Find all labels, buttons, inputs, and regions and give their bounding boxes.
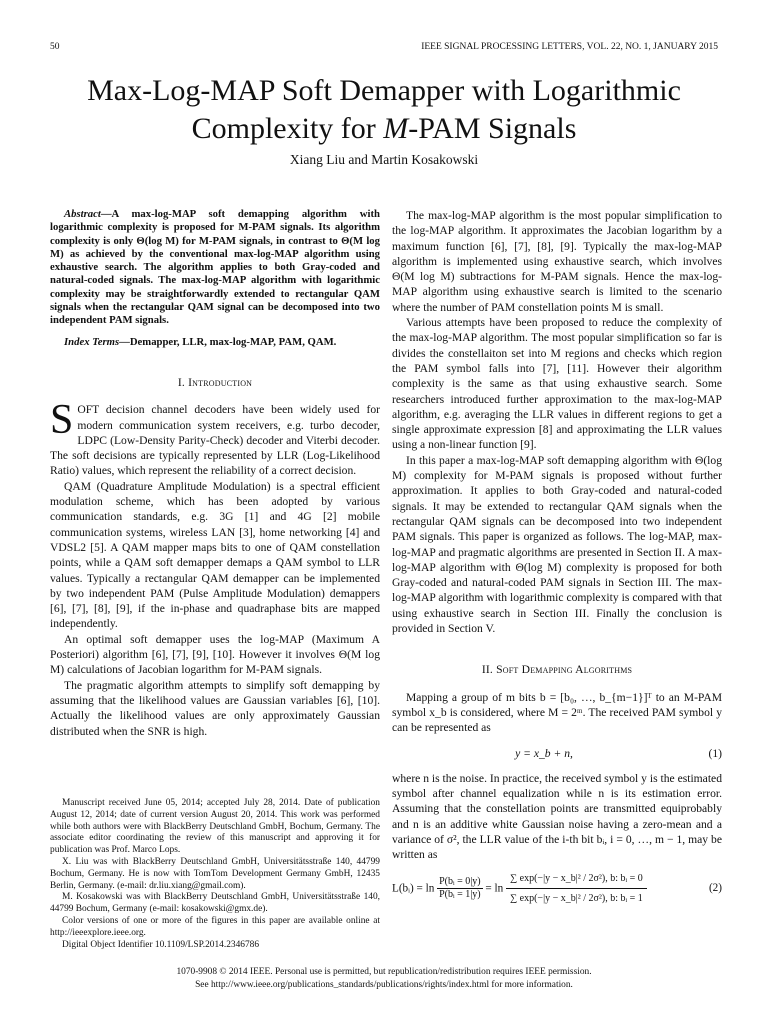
footnote-color: Color versions of one or more of the figures in this paper are available online at http://ieeexplore.ieee.org. (50, 915, 380, 938)
equation-2-fraction (437, 876, 483, 901)
intro-paragraph-4: The pragmatic algorithm attempts to simplify soft demapping by assuming that the likelihood values are Gaussian variables [6], [10]. Actually the likelihood values are only approximately Gaussian distributed when the SNR is high. (50, 678, 380, 738)
abstract (50, 208, 380, 328)
title-line-1: Max-Log-MAP Soft Demapper with Logarithmic (87, 74, 681, 107)
equation-2-sum-num: ∑ exp(−|y − x_b|² / 2σ²), b: bᵢ = 0 (506, 869, 647, 889)
index-terms-text: —Demapper, LLR, max-log-MAP, PAM, QAM. (119, 335, 337, 348)
footnote-manuscript: Manuscript received June 05, 2014; accepted July 28, 2014. Date of publication August 12, 2014; date of current version August 20, 2014. This work was performed while both authors were with BlackBerry Deutschland GmbH, Bochum, Germany. The associate editor coordinating the review of this manuscript and approving it for publication was Prof. Marco Lops. (50, 798, 380, 856)
section-2-number: II. (481, 663, 494, 677)
intro-paragraph-2: QAM (Quadrature Amplitude Modulation) is a spectral efficient modulation scheme, which has been adopted by various communication standards, e.g. 3G [1] and 4G [2] mobile communication systems, wireless LAN [3], home networking [4] and VDSL2 [5]. A QAM mapper maps bits to one of QAM constellation points, while a QAM soft demapper demaps a QAM symbol to LLR values. Typically a rectangular QAM demapper can be implemented by two independent PAM (Pulse Amplitude Modulation) demappers [6], [7], [8], [9], if the in-phase and quadraphase bits are mapped independently. (50, 479, 380, 631)
title-line-2 (40, 110, 728, 148)
right-paragraph-3: In this paper a max-log-MAP soft demapping algorithm with Θ(log M) complexity for M-PAM signals is proposed without further approximation. It applies to both Gray-coded and natural-coded signals. It may be extended to rectangular QAM signals when the rectangular QAM signals can be decomposed into two independent PAM signals. This paper is organized as follows. The log-MAP, max-log-MAP and pragmatic algorithms are presented in Section II. A max-log-MAP algorithm with Θ(log M) complexity is proposed for both Gray-coded and natural-coded PAM signals in Section III. The max-log-MAP algorithm with logarithmic complexity is compared with that using exhaustive search in Section III. Finally the conclusion is provided in Section V. (392, 453, 722, 636)
footnote-kosakowski: M. Kosakowski was with BlackBerry Deutschland GmbH, Universitätsstraße 140, 44799 Bochum, Germany (e-mail: kosakowski@gmx.de). (50, 892, 380, 915)
section-1-title: Introduction (188, 375, 253, 389)
footnotes (50, 798, 380, 951)
equation-2-frac-den: P(bᵢ = 1|y) (439, 888, 481, 900)
equation-1-number: (1) (708, 746, 722, 760)
section2-paragraph-1: Mapping a group of m bits b = [b₀, …, b_{m−1}]ᵀ to an M-PAM symbol x_b is considered, where M = 2ᵐ. The received PAM symbol y can be represented as (392, 690, 722, 735)
index-terms (50, 336, 380, 349)
right-column (392, 208, 722, 908)
intro-paragraph-3: An optimal soft demapper uses the log-MAP (Maximum A Posteriori) algorithm [6], [7], [9], [10]. However it involves Θ(M log M) calculations of Jacobian logarithm for M-PAM signals. (50, 632, 380, 677)
equation-2-sum-ratio (506, 869, 647, 909)
paper-title (40, 72, 728, 148)
title-math-m: M (383, 112, 409, 145)
equation-2 (392, 869, 722, 909)
drop-cap: S (50, 397, 74, 444)
page-number: 50 (50, 42, 60, 52)
footnote-doi: Digital Object Identifier 10.1109/LSP.2014.2346786 (62, 939, 260, 950)
section-heading-1 (50, 375, 380, 390)
footnote-liu: X. Liu was with BlackBerry Deutschland GmbH, Universitätsstraße 140, 44799 Bochum, Germany. He is now with TomTom Development Germany GmbH, 12435 Berlin, Germany. (e-mail: dr.liu.xiang@gmail.com). (50, 856, 380, 891)
journal-header: IEEE SIGNAL PROCESSING LETTERS, VOL. 22, NO. 1, JANUARY 2015 (421, 42, 718, 52)
equation-1-body: y = x_b + n, (515, 746, 573, 760)
right-paragraph-2: Various attempts have been proposed to reduce the complexity of the max-log-MAP algorithm. The most popular simplification so far is divides the constellaiton set into M regions and checks which region the PAM symbol falls into [7], [11]. However their algorithm complexity is the same as that using exhaustive search. Some researchers introduced further approximation to the max-log-MAP algorithm, e.g. averaging the LLR values in different regions to get a single approximate expression [8] and approximating the LLR values using a non-linear function [9]. (392, 316, 722, 452)
section-1-number: I. (177, 375, 185, 389)
copyright-footer (0, 966, 768, 992)
equation-2-sum-den: ∑ exp(−|y − x_b|² / 2σ²), b: bᵢ = 1 (510, 892, 643, 904)
running-head (50, 42, 718, 52)
index-terms-lead: Index Terms (64, 335, 120, 348)
authors: Xiang Liu and Martin Kosakowski (289, 152, 479, 167)
intro-paragraph-1-text: OFT decision channel decoders have been widely used for modern communication system receivers, e.g. turbo decoder, LDPC (Low-Density Parity-Check) decoder and Viterbi decoder. The soft decisions are typically represented by LLR (Log-Likelihood Ratio) values, which represent the reliability of a correct decision. (50, 403, 380, 478)
intro-paragraph-1 (50, 397, 380, 478)
footer-line-1: 1070-9908 © 2014 IEEE. Personal use is permitted, but republication/redistribution requires IEEE permission. (176, 967, 592, 977)
equation-2-body (392, 869, 647, 909)
title-line-2-after: -PAM Signals (408, 112, 577, 145)
equation-1 (392, 746, 722, 761)
equation-2-frac-num: P(bᵢ = 0|y) (439, 875, 481, 887)
right-paragraph-1: The max-log-MAP algorithm is the most popular simplification to the log-MAP algorithm. It approximates the Jacobian logarithm by a maximum function [6], [7], [8], [9]. Typically the max-log-MAP algorithm is implemented using exhaustive search, which involves Θ(M log M) subtractions for M-PAM signals. Hence the max-log-MAP algorithm using exhaustive search is limited to the scenario where the number of PAM constellation points M is small. (392, 209, 722, 314)
equation-2-number: (2) (708, 881, 722, 894)
abstract-lead: Abstract (64, 208, 101, 220)
section-2-title: Soft Demapping Algorithms (496, 663, 633, 677)
title-line-2-before: Complexity for (191, 112, 384, 145)
footer-line-2: See http://www.ieee.org/publications_standards/publications/rights/index.html for more information. (195, 980, 573, 990)
left-column (50, 208, 380, 739)
section-heading-2 (392, 662, 722, 677)
abstract-text: —A max-log-MAP soft demapping algorithm with logarithmic complexity is proposed for M-PAM signals. Its algorithm complexity is only Θ(log M) for M-PAM signals, in contrast to Θ(M log M) as achieved by the conventional max-log-MAP algorithm using exhaustive search. The algorithm applies to both Gray-coded and natural-coded signals. The max-log-MAP algorithm with logarithmic complexity may be straightforwardly extended to rectangular QAM signals when the rectangular QAM signal can be decomposed into two independent PAM signals. (50, 208, 380, 327)
equation-2-eq: = ln (485, 881, 504, 894)
equation-2-lhs: L(bᵢ) = ln (392, 881, 435, 894)
section2-paragraph-2: where n is the noise. In practice, the received symbol y is the estimated symbol after channel equalization while n is its estimation error. Assuming that the constellation points are transmitted equiprobably and n is an additive white Gaussian noise having a zero-mean and a variance of σ², the LLR value of the i-th bit bᵢ, i = 0, …, m − 1, may be written as (392, 771, 722, 862)
